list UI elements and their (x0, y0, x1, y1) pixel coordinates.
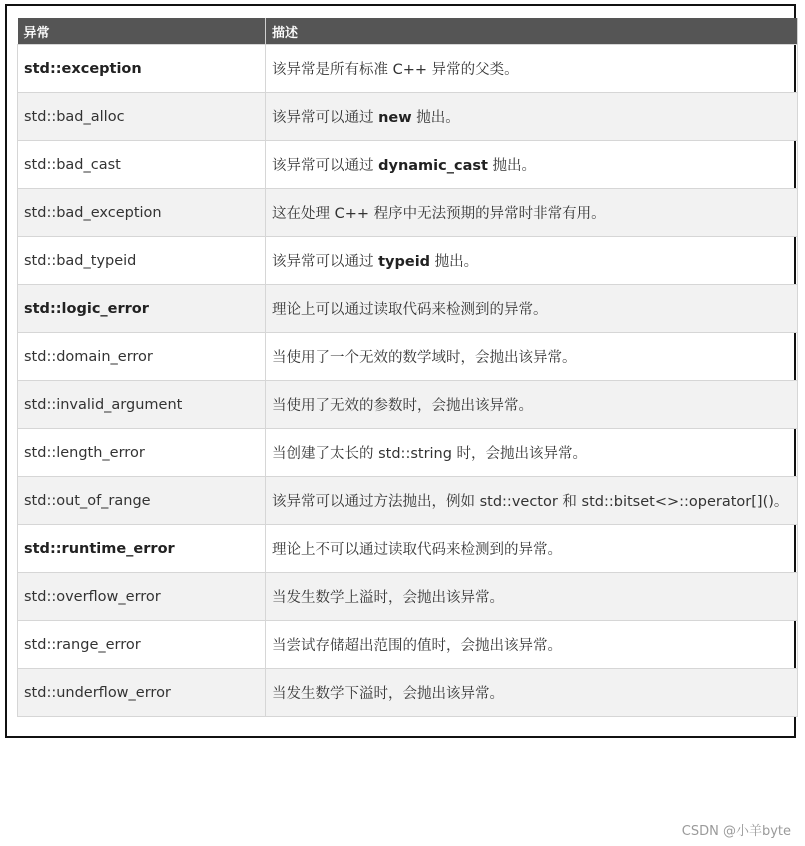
exception-name-cell: std::exception (18, 45, 266, 93)
exception-name-cell: std::invalid_argument (18, 381, 266, 429)
description-text: 抛出。 (411, 110, 460, 126)
table-row (18, 381, 798, 429)
exception-description-cell (266, 477, 798, 525)
description-text: 该异常可以通过 (272, 254, 379, 270)
description-text: 当创建了太长的 std::string 时，会抛出该异常。 (272, 446, 588, 462)
exception-description-cell (266, 45, 798, 93)
description-text: 抛出。 (487, 158, 537, 174)
table-row (18, 141, 798, 189)
exception-description-cell (266, 333, 798, 381)
table-row (18, 525, 798, 573)
description-text: 这在处理 C++ 程序中无法预期的异常时非常有用。 (272, 206, 606, 222)
description-keyword: new (378, 110, 412, 126)
exception-name-cell: std::length_error (18, 429, 266, 477)
description-text: 当发生数学上溢时，会抛出该异常。 (272, 590, 504, 606)
description-text: 抛出。 (430, 254, 479, 270)
exception-name-cell: std::out_of_range (18, 477, 266, 525)
table-row (18, 45, 798, 93)
exception-name-cell: std::bad_alloc (18, 93, 266, 141)
table-row (18, 573, 798, 621)
table-header-row (18, 18, 798, 45)
table-row (18, 189, 798, 237)
exception-name-cell: std::underflow_error (18, 669, 266, 717)
exception-description-cell (266, 381, 798, 429)
exception-table (17, 18, 798, 717)
table-row (18, 333, 798, 381)
description-keyword: dynamic_cast (378, 158, 488, 174)
exception-name-cell: std::bad_typeid (18, 237, 266, 285)
exception-description-cell (266, 621, 798, 669)
exception-description-cell (266, 189, 798, 237)
exception-name-cell: std::bad_cast (18, 141, 266, 189)
exception-name-cell: std::logic_error (18, 285, 266, 333)
description-text: 该异常可以通过方法抛出，例如 std::vector 和 std::bitset<>::operator[]()。 (272, 494, 789, 510)
exception-name-cell: std::range_error (18, 621, 266, 669)
exception-name-cell: std::overflow_error (18, 573, 266, 621)
exception-description-cell (266, 285, 798, 333)
description-text: 当使用了一个无效的数学域时，会抛出该异常。 (272, 350, 577, 366)
description-text: 理论上不可以通过读取代码来检测到的异常。 (272, 542, 562, 558)
exception-description-cell (266, 93, 798, 141)
exception-name-cell: std::runtime_error (18, 525, 266, 573)
description-text: 该异常可以通过 (272, 158, 379, 174)
exception-description-cell (266, 573, 798, 621)
table-row (18, 93, 798, 141)
description-text: 当使用了无效的参数时，会抛出该异常。 (272, 398, 533, 414)
description-text: 当发生数学下溢时，会抛出该异常。 (272, 686, 504, 702)
description-text: 当尝试存储超出范围的值时，会抛出该异常。 (272, 638, 562, 654)
column-header-exception: 异常 (18, 18, 266, 45)
table-row (18, 477, 798, 525)
description-text: 该异常是所有标准 C++ 异常的父类。 (272, 62, 519, 78)
watermark: CSDN @小羊byte (681, 824, 791, 839)
exception-description-cell (266, 237, 798, 285)
description-text: 理论上可以通过读取代码来检测到的异常。 (272, 302, 548, 318)
table-row (18, 669, 798, 717)
exception-name-cell: std::bad_exception (18, 189, 266, 237)
exception-description-cell (266, 525, 798, 573)
exception-name-cell: std::domain_error (18, 333, 266, 381)
exception-description-cell (266, 669, 798, 717)
table-row (18, 237, 798, 285)
exception-description-cell (266, 141, 798, 189)
exception-description-cell (266, 429, 798, 477)
table-row (18, 429, 798, 477)
description-keyword: typeid (378, 254, 431, 270)
description-text: 该异常可以通过 (272, 110, 379, 126)
column-header-description: 描述 (266, 18, 798, 45)
table-row (18, 285, 798, 333)
table-body (18, 45, 798, 717)
table-row (18, 621, 798, 669)
